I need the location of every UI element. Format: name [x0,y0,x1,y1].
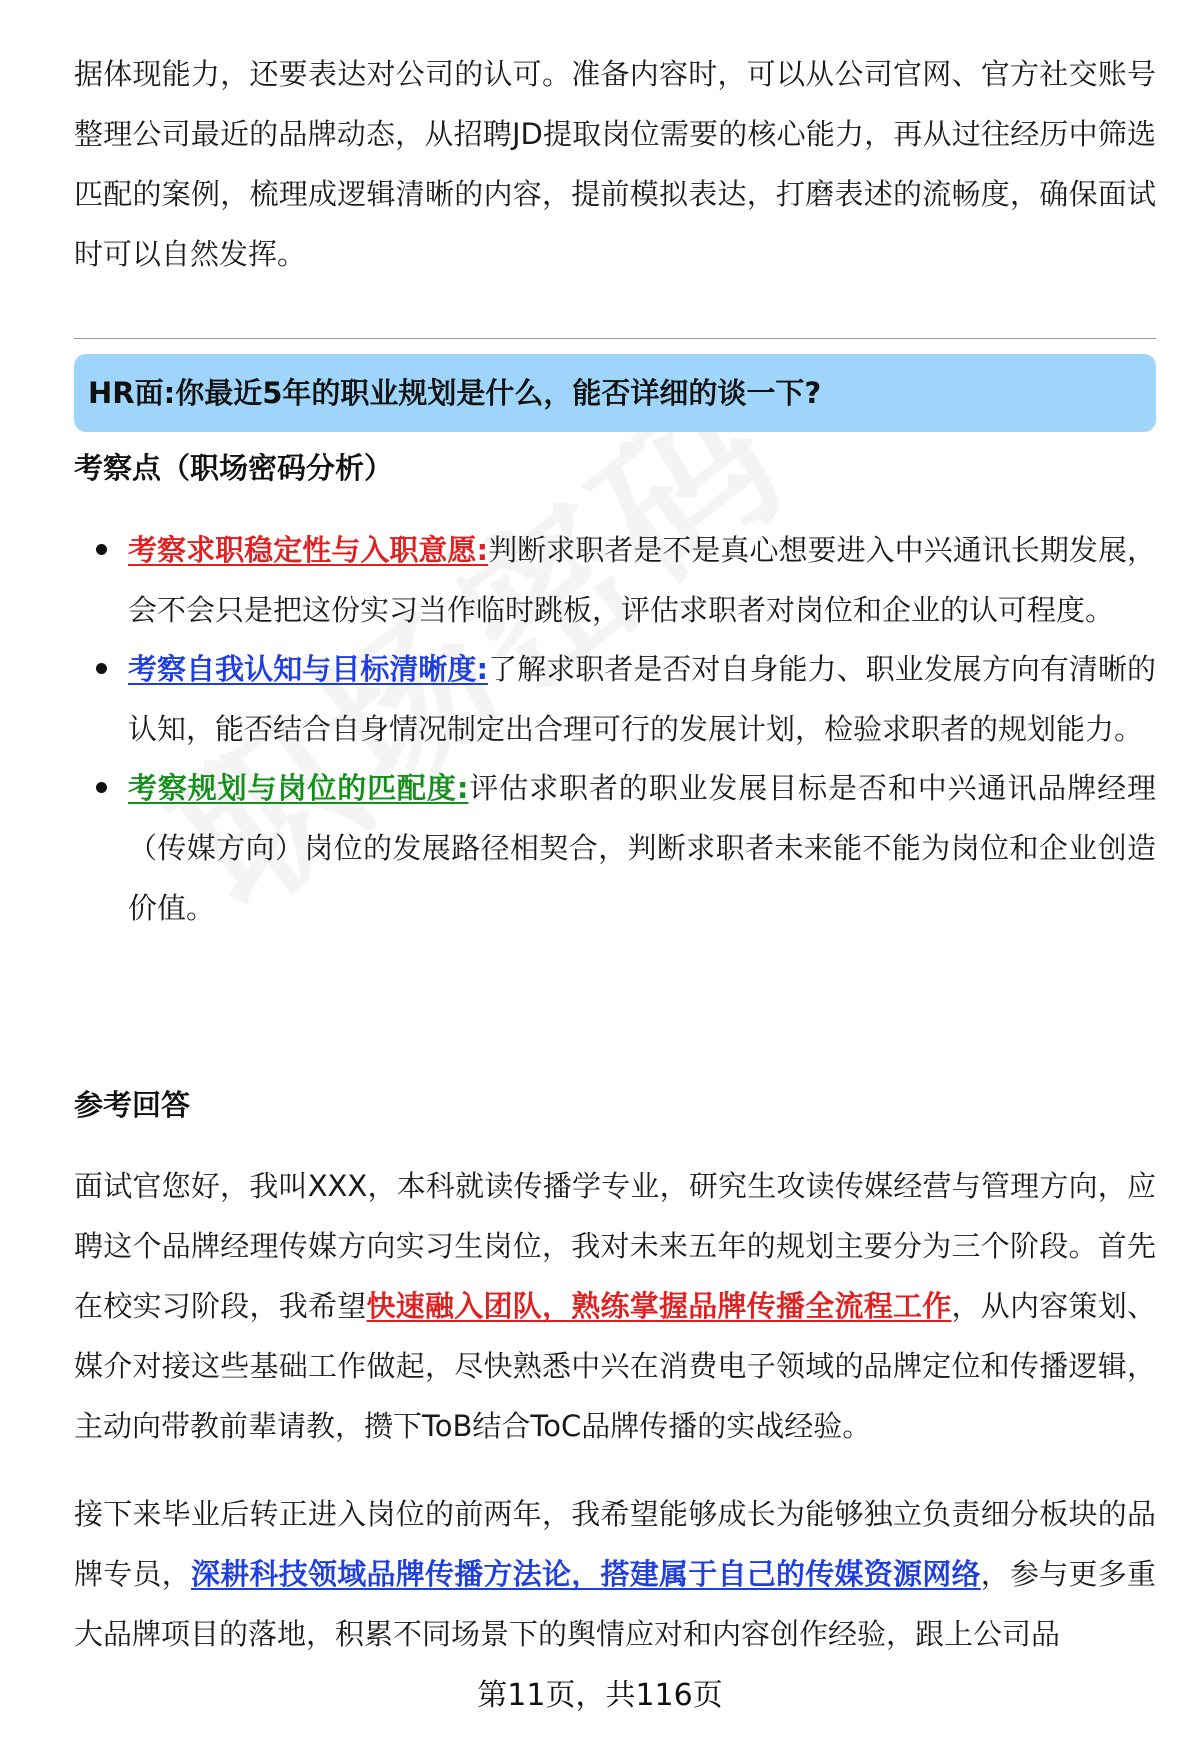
bullet-text: 评估求职者的职业发展目标是否和中兴通讯品牌经理（传媒方向）岗位的发展路径相契合，判断求职者未来能不能为岗位和企业创造价值。 [128,771,1156,925]
exam-points-heading: 考察点（职场密码分析） [74,451,394,485]
question-text: HR面:你最近5年的职业规划是什么，能否详细的谈一下? [88,376,822,410]
answer-paragraph-1 [74,1156,1156,1456]
list-item [74,639,1156,759]
section-divider [74,338,1156,339]
bullet-text: 判断求职者是不是真心想要进入中兴通讯长期发展，会不会只是把这份实习当作临时跳板，评估求职者对岗位和企业的认可程度。 [128,533,1156,627]
intro-paragraph: 据体现能力，还要表达对公司的认可。准备内容时，可以从公司官网、官方社交账号整理公司最近的品牌动态，从招聘JD提取岗位需要的核心能力，再从过往经历中筛选匹配的案例，梳理成逻辑清晰的内容，提前模拟表达，打磨表述的流畅度，确保面试时可以自然发挥。 [74,57,1156,271]
answer-text: ，参与更多重大品牌项目的落地，积累不同场景下的舆情应对和内容创作经验，跟上公司品 [74,1557,1156,1651]
answer-heading: 参考回答 [74,1088,191,1122]
bullet-keyword: 考察自我认知与目标清晰度: [128,652,489,686]
list-item [74,758,1156,938]
exam-points-list [74,520,1156,937]
bullet-keyword: 考察求职稳定性与入职意愿: [128,533,489,567]
answer-highlight: 快速融入团队，熟练掌握品牌传播全流程工作 [366,1289,952,1323]
bullet-dot [96,663,107,674]
list-item [74,520,1156,640]
page-number: 第11页，共116页 [477,1678,723,1713]
answer-highlight: 深耕科技领域品牌传播方法论，搭建属于自己的传媒资源网络 [191,1557,981,1591]
bullet-dot [96,782,107,793]
answer-paragraph-2 [74,1484,1156,1664]
answer-text: ，从内容策划、媒介对接这些基础工作做起，尽快熟悉中兴在消费电子领域的品牌定位和传播逻辑，主动向带教前辈请教，攒下ToB结合ToC品牌传播的实战经验。 [74,1289,1156,1443]
answer-text: 面试官您好，我叫XXX，本科就读传播学专业，研究生攻读传媒经营与管理方向，应聘这个品牌经理传媒方向实习生岗位，我对未来五年的规划主要分为三个阶段。首先在校实习阶段，我希望 [74,1169,1156,1323]
bullet-keyword: 考察规划与岗位的匹配度: [128,771,469,805]
bullet-text: 了解求职者是否对自身能力、职业发展方向有清晰的认知，能否结合自身情况制定出合理可行的发展计划，检验求职者的规划能力。 [128,652,1156,746]
answer-text: 接下来毕业后转正进入岗位的前两年，我希望能够成长为能够独立负责细分板块的品牌专员， [74,1497,1156,1591]
bullet-dot [96,544,107,555]
question-box [74,354,1156,432]
